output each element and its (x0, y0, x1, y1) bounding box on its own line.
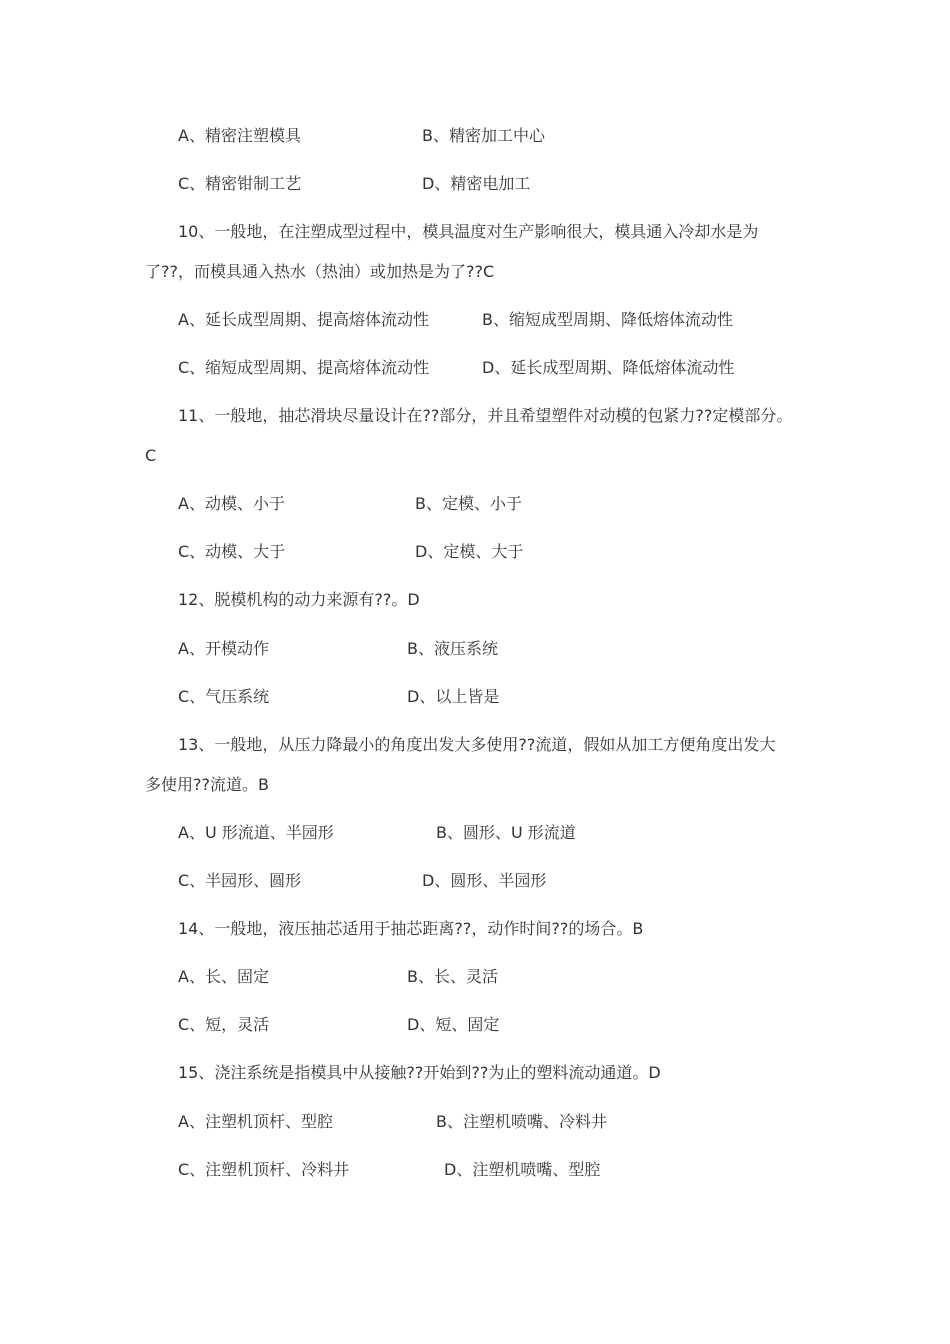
q11-text-line2: C (145, 446, 157, 465)
q15-option-b: B、注塑机喷嘴、冷料井 (436, 1112, 607, 1131)
q15-option-d: D、注塑机喷嘴、型腔 (444, 1160, 601, 1179)
q15-option-c: C、注塑机顶杆、冷料井 (178, 1160, 350, 1179)
q9-option-c: C、精密钳制工艺 (178, 174, 302, 193)
q10-option-d: D、延长成型周期、降低熔体流动性 (482, 358, 735, 377)
q15-option-a: A、注塑机顶杆、型腔 (178, 1112, 333, 1131)
q14-option-d: D、短、固定 (407, 1015, 500, 1034)
q14-option-c: C、短，灵活 (178, 1015, 270, 1034)
q12-text-line1: 12、脱模机构的动力来源有??。D (178, 590, 420, 609)
q13-option-d: D、圆形、半园形 (422, 871, 547, 890)
q13-option-b: B、圆形、U 形流道 (436, 823, 576, 842)
q12-option-a: A、开模动作 (178, 639, 269, 658)
q15-text-line1: 15、浇注系统是指模具中从接触??开始到??为止的塑料流动通道。D (178, 1063, 661, 1082)
q11-option-c: C、动模、大于 (178, 542, 286, 561)
q10-text-line1: 10、一般地，在注塑成型过程中，模具温度对生产影响很大，模具通入冷却水是为 (178, 222, 759, 241)
q13-text-line1: 13、一般地，从压力降最小的角度出发大多使用??流道，假如从加工方便角度出发大 (178, 735, 776, 754)
q9-option-a: A、精密注塑模具 (178, 126, 301, 145)
q10-option-a: A、延长成型周期、提高熔体流动性 (178, 310, 429, 329)
q12-option-b: B、液压系统 (407, 639, 498, 658)
q14-text-line1: 14、一般地，液压抽芯适用于抽芯距离??，动作时间??的场合。B (178, 919, 644, 938)
q14-option-a: A、长、固定 (178, 967, 269, 986)
q14-option-b: B、长、灵活 (407, 967, 498, 986)
q10-text-line2: 了??，而模具通入热水（热油）或加热是为了??C (145, 262, 495, 281)
q11-text-line1: 11、一般地，抽芯滑块尽量设计在??部分，并且希望塑件对动模的包紧力??定模部分。 (178, 406, 793, 425)
q9-option-b: B、精密加工中心 (422, 126, 545, 145)
q11-option-d: D、定模、大于 (415, 542, 524, 561)
q9-option-d: D、精密电加工 (422, 174, 531, 193)
q11-option-b: B、定模、小于 (415, 494, 522, 513)
q13-option-a: A、U 形流道、半园形 (178, 823, 334, 842)
q13-option-c: C、半园形、圆形 (178, 871, 302, 890)
q13-text-line2: 多使用??流道。B (145, 775, 269, 794)
q12-option-c: C、气压系统 (178, 687, 270, 706)
q11-option-a: A、动模、小于 (178, 494, 285, 513)
q10-option-b: B、缩短成型周期、降低熔体流动性 (482, 310, 733, 329)
q12-option-d: D、以上皆是 (407, 687, 500, 706)
q10-option-c: C、缩短成型周期、提高熔体流动性 (178, 358, 430, 377)
